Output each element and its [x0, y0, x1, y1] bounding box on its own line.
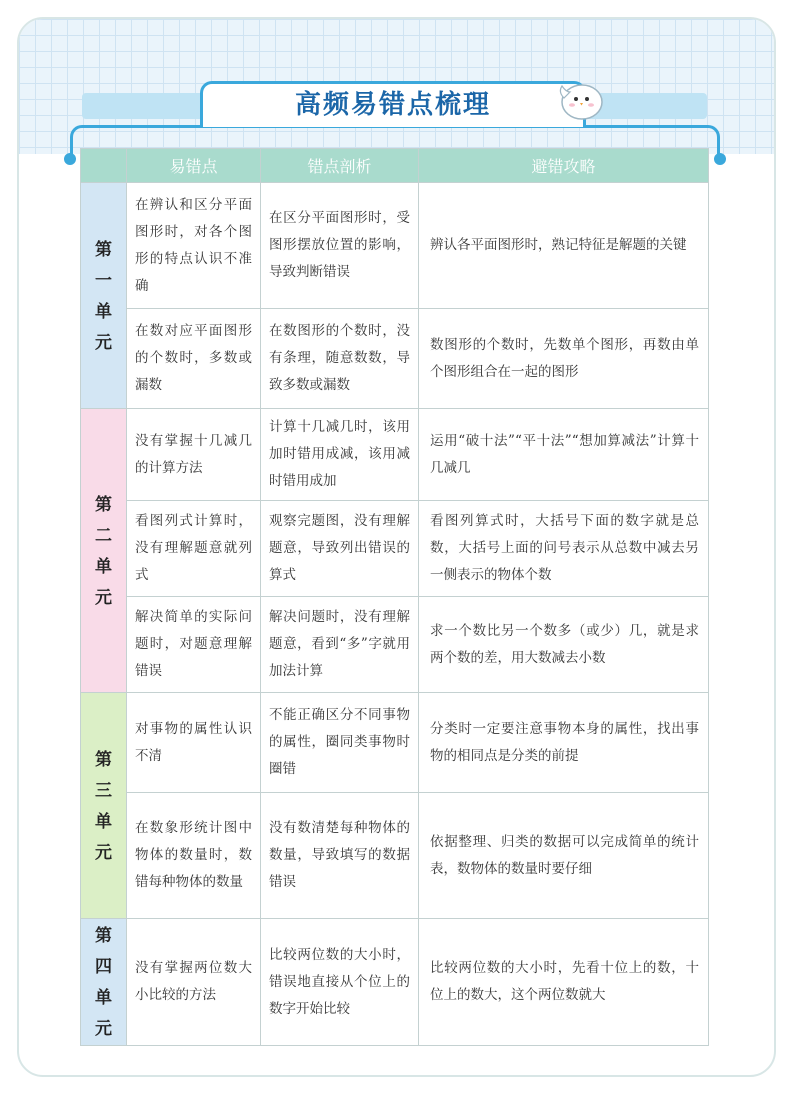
table-header-row [81, 149, 709, 183]
strategy-cell: 比较两位数的大小时，先看十位上的数，十位上的数大，这个两位数就大 [419, 919, 709, 1046]
error-cell: 解决简单的实际问题时，对题意理解错误 [127, 597, 261, 693]
strategy-cell: 运用“破十法”“平十法”“想加算减法”计算十几减几 [419, 409, 709, 501]
strategy-cell: 看图列算式时，大括号下面的数字就是总数，大括号上面的问号表示从总数中减去另一侧表示的物体个数 [419, 501, 709, 597]
header-strategy: 避错攻略 [419, 149, 709, 183]
table-row [81, 409, 709, 501]
analysis-cell: 比较两位数的大小时，错误地直接从个位上的数字开始比较 [261, 919, 419, 1046]
strategy-cell: 辨认各平面图形时，熟记特征是解题的关键 [419, 183, 709, 309]
analysis-cell: 没有数清楚每种物体的数量，导致填写的数据错误 [261, 793, 419, 919]
table-row [81, 183, 709, 309]
table-row [81, 793, 709, 919]
error-cell: 看图列式计算时，没有理解题意就列式 [127, 501, 261, 597]
strategy-cell: 数图形的个数时，先数单个图形，再数由单个图形组合在一起的图形 [419, 309, 709, 409]
analysis-cell: 计算十几减几时，该用加时错用成减，该用减时错用成加 [261, 409, 419, 501]
strategy-cell: 分类时一定要注意事物本身的属性，找出事物的相同点是分类的前提 [419, 693, 709, 793]
error-cell: 在辨认和区分平面图形时，对各个图形的特点认识不准确 [127, 183, 261, 309]
error-cell: 在数对应平面图形的个数时，多数或漏数 [127, 309, 261, 409]
error-cell: 没有掌握十几减几的计算方法 [127, 409, 261, 501]
analysis-cell: 不能正确区分不同事物的属性，圈同类事物时圈错 [261, 693, 419, 793]
rail-dot-left [64, 153, 76, 165]
analysis-cell: 在数图形的个数时，没有条理，随意数数，导致多数或漏数 [261, 309, 419, 409]
error-points-table [80, 148, 709, 1046]
analysis-cell: 在区分平面图形时，受图形摆放位置的影响，导致判断错误 [261, 183, 419, 309]
analysis-cell: 观察完题图，没有理解题意，导致列出错误的算式 [261, 501, 419, 597]
header-analysis: 错点剖析 [261, 149, 419, 183]
table-row [81, 309, 709, 409]
error-cell: 没有掌握两位数大小比较的方法 [127, 919, 261, 1046]
strategy-cell: 求一个数比另一个数多（或少）几，就是求两个数的差，用大数减去小数 [419, 597, 709, 693]
table-row [81, 597, 709, 693]
error-cell: 在数象形统计图中物体的数量时，数错每种物体的数量 [127, 793, 261, 919]
table-row [81, 919, 709, 1046]
unit-4-label: 第四单元 [81, 919, 127, 1046]
table-row [81, 693, 709, 793]
unit-2-label: 第二单元 [81, 409, 127, 693]
page-title: 高频易错点梳理 [294, 90, 491, 120]
bird-mascot-icon [556, 78, 606, 122]
unit-1-label: 第一单元 [81, 183, 127, 409]
error-cell: 对事物的属性认识不清 [127, 693, 261, 793]
strategy-cell: 依据整理、归类的数据可以完成简单的统计表，数物体的数量时要仔细 [419, 793, 709, 919]
table-row [81, 501, 709, 597]
header-error-point: 易错点 [127, 149, 261, 183]
rail-dot-right [714, 153, 726, 165]
analysis-cell: 解决问题时，没有理解题意，看到“多”字就用加法计算 [261, 597, 419, 693]
header-corner [81, 149, 127, 183]
unit-3-label: 第三单元 [81, 693, 127, 919]
